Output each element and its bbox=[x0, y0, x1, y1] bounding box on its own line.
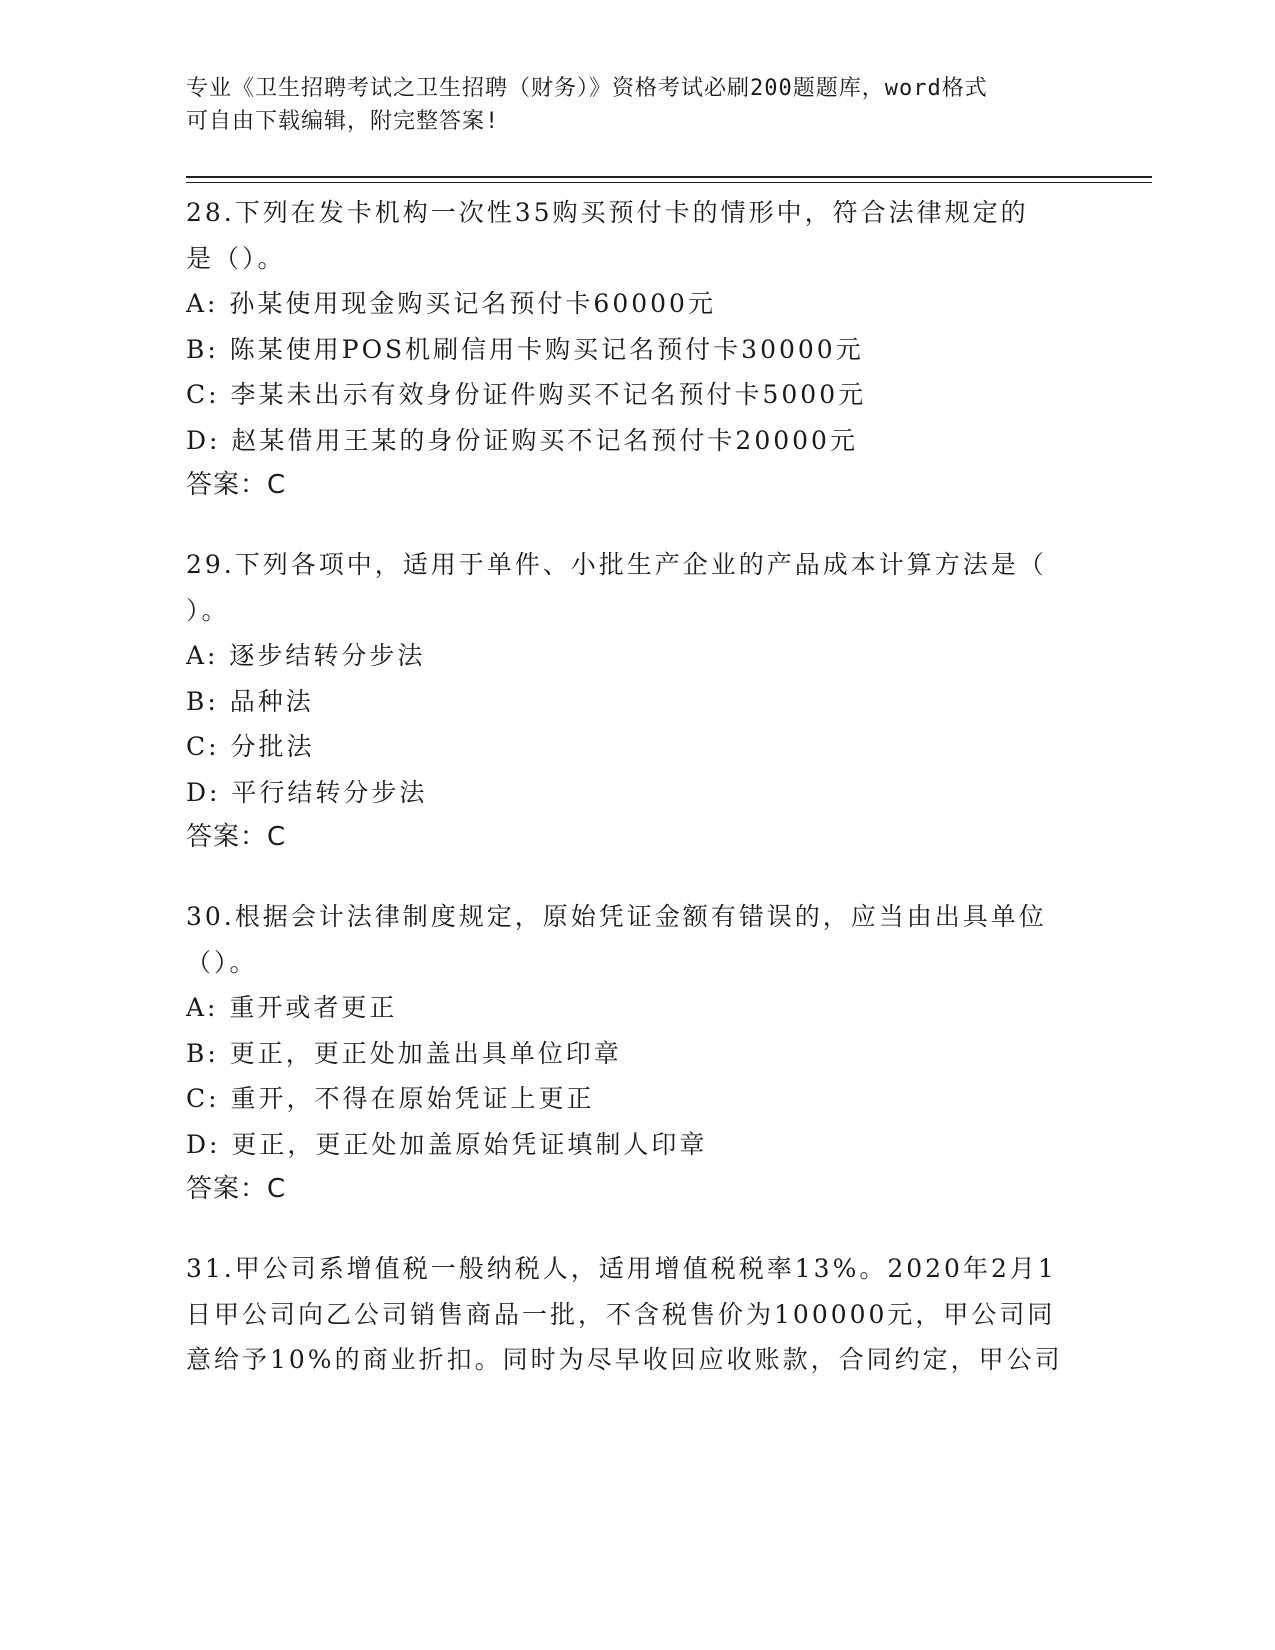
question-stem: 29.下列各项中，适用于单件、小批生产企业的产品成本计算方法是（ bbox=[186, 550, 1047, 579]
question-30 bbox=[186, 894, 1086, 1212]
option-b: B: 更正，更正处加盖出具单位印章 bbox=[186, 1038, 622, 1068]
header-line-2: 可自由下载编辑，附完整答案! bbox=[186, 109, 500, 134]
answer: 答案：C bbox=[186, 470, 287, 500]
option-b: B: 陈某使用POS机刷信用卡购买记名预付卡30000元 bbox=[186, 334, 864, 364]
question-31 bbox=[186, 1246, 1086, 1383]
header-rule-thin bbox=[186, 182, 1152, 183]
question-stem: 是（）。 bbox=[186, 243, 286, 273]
question-stem: 日甲公司向乙公司销售商品一批，不含税售价为100000元，甲公司同 bbox=[186, 1299, 1056, 1329]
option-a: A: 孙某使用现金购买记名预付卡60000元 bbox=[186, 289, 716, 318]
option-c: C: 分批法 bbox=[186, 732, 315, 761]
header-rule bbox=[186, 176, 1152, 178]
question-stem: （）。 bbox=[186, 947, 258, 977]
option-c: C: 李某未出示有效身份证件购买不记名预付卡5000元 bbox=[186, 380, 867, 409]
document-header bbox=[186, 72, 1066, 138]
option-a: A: 重开或者更正 bbox=[186, 993, 398, 1022]
option-d: D: 赵某借用王某的身份证购买不记名预付卡20000元 bbox=[186, 425, 858, 455]
question-stem: 30.根据会计法律制度规定，原始凭证金额有错误的，应当由出具单位 bbox=[186, 902, 1047, 931]
question-stem: ）。 bbox=[186, 595, 230, 625]
option-b: B: 品种法 bbox=[186, 686, 314, 716]
answer: 答案：C bbox=[186, 822, 287, 852]
option-d: D: 更正，更正处加盖原始凭证填制人印章 bbox=[186, 1129, 708, 1159]
answer: 答案：C bbox=[186, 1174, 287, 1204]
question-28 bbox=[186, 190, 1086, 508]
option-a: A: 逐步结转分步法 bbox=[186, 641, 426, 670]
option-d: D: 平行结转分步法 bbox=[186, 777, 428, 807]
question-29 bbox=[186, 542, 1086, 860]
question-list bbox=[186, 190, 1086, 1417]
header-line-1: 专业《卫生招聘考试之卫生招聘（财务）》资格考试必刷200题题库，word格式 bbox=[186, 76, 988, 101]
option-c: C: 重开，不得在原始凭证上更正 bbox=[186, 1084, 595, 1113]
question-stem: 意给予10%的商业折扣。同时为尽早收回应收账款，合同约定，甲公司 bbox=[186, 1345, 1063, 1374]
question-stem: 28.下列在发卡机构一次性35购买预付卡的情形中，符合法律规定的 bbox=[186, 198, 1029, 227]
question-stem: 31.甲公司系增值税一般纳税人，适用增值税税率13%。2020年2月1 bbox=[186, 1254, 1057, 1283]
